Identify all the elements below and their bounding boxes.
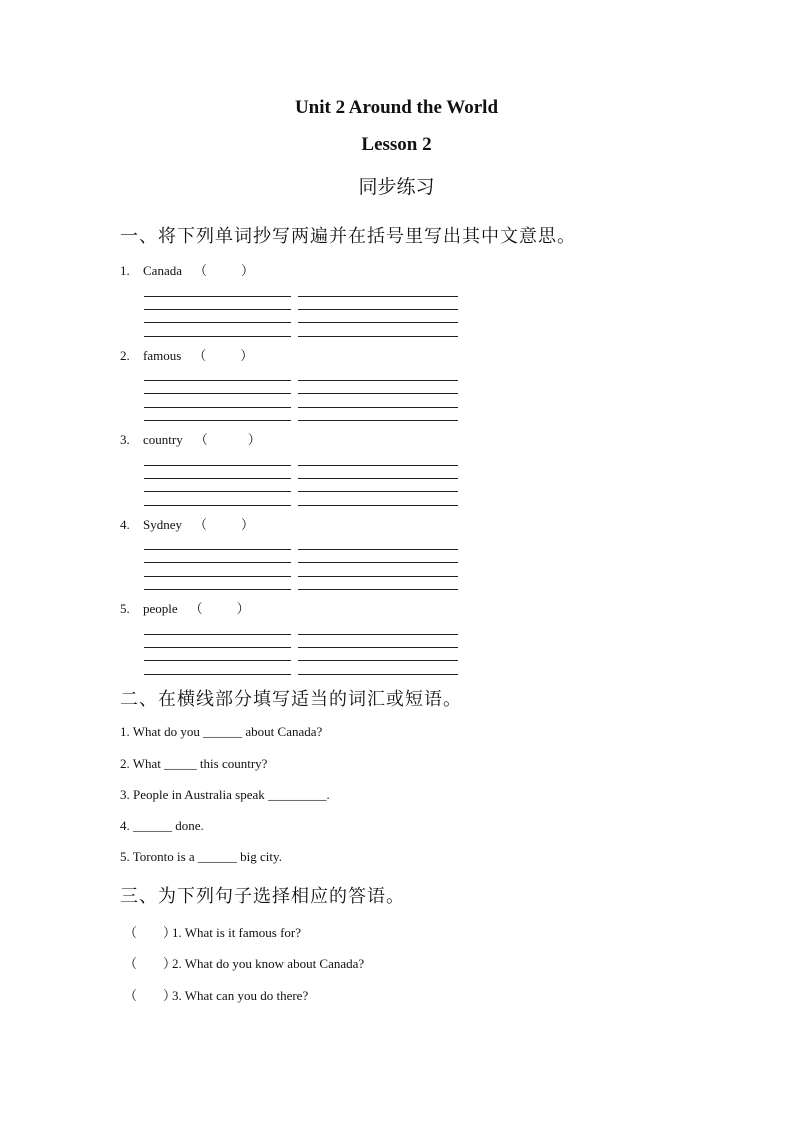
answer-paren-open: （ [193, 348, 207, 363]
section2-heading: 二、在横线部分填写适当的词汇或短语。 [120, 689, 462, 710]
item-word: Sydney [143, 517, 182, 532]
copy-line[interactable] [144, 634, 291, 635]
answer-paren-open: （ [194, 517, 208, 532]
answer-question: 3. What can you do there? [172, 988, 309, 1003]
copy-line[interactable] [144, 491, 291, 492]
answer-question: 1. What is it famous for? [172, 925, 302, 940]
fill-sentence: 2. What _____ this country? [120, 756, 268, 771]
answer-paren-close: ） [240, 348, 254, 363]
copy-line[interactable] [298, 478, 458, 479]
item-word: Canada [143, 263, 182, 278]
item-number: 1. [120, 263, 130, 278]
copy-line[interactable] [298, 322, 458, 323]
answer-paren-open: （ [193, 263, 207, 278]
item-word: people [143, 601, 178, 616]
copy-line[interactable] [144, 309, 291, 310]
copy-line[interactable] [298, 505, 458, 506]
item-number: 3. [120, 432, 130, 447]
answer-item [124, 953, 364, 972]
copy-line[interactable] [144, 549, 291, 550]
item-word: famous [143, 348, 182, 363]
copy-line[interactable] [144, 647, 291, 648]
answer-paren-close: ） [247, 432, 261, 447]
copy-line[interactable] [298, 549, 458, 550]
copy-line[interactable] [144, 660, 291, 661]
copy-line[interactable] [298, 634, 458, 635]
copy-line[interactable] [144, 380, 291, 381]
answer-paren-open: （ [189, 601, 203, 616]
word-item [120, 429, 261, 448]
section1-heading: 一、将下列单词抄写两遍并在括号里写出其中文意思。 [120, 226, 576, 247]
answer-item [124, 985, 308, 1004]
exercise-subtitle: 同步练习 [358, 176, 435, 198]
item-number: 2. [120, 348, 130, 363]
fill-sentence: 5. Toronto is a ______ big city. [120, 849, 282, 864]
item-number: 5. [120, 601, 130, 616]
word-item [120, 345, 253, 364]
copy-line[interactable] [298, 660, 458, 661]
word-item [120, 598, 250, 617]
copy-line[interactable] [298, 336, 458, 337]
copy-line[interactable] [144, 478, 291, 479]
item-word: country [143, 432, 183, 447]
copy-line[interactable] [144, 296, 291, 297]
copy-line[interactable] [298, 674, 458, 675]
fill-sentence: 1. What do you ______ about Canada? [120, 724, 323, 739]
copy-line[interactable] [298, 465, 458, 466]
answer-blank[interactable]: （ ） [124, 988, 177, 1003]
copy-line[interactable] [298, 309, 458, 310]
word-item [120, 260, 254, 279]
copy-line[interactable] [298, 420, 458, 421]
lesson-title: Lesson 2 [361, 134, 432, 155]
copy-line[interactable] [298, 407, 458, 408]
item-number: 4. [120, 517, 130, 532]
copy-line[interactable] [144, 589, 291, 590]
section3-heading: 三、为下列句子选择相应的答语。 [120, 886, 405, 907]
copy-line[interactable] [144, 576, 291, 577]
copy-line[interactable] [144, 465, 291, 466]
answer-paren-close: ） [241, 517, 255, 532]
answer-blank[interactable]: （ ） [124, 956, 177, 971]
copy-line[interactable] [298, 296, 458, 297]
copy-line[interactable] [144, 674, 291, 675]
fill-sentence: 3. People in Australia speak _________. [120, 787, 330, 802]
copy-line[interactable] [144, 336, 291, 337]
answer-paren-close: ） [236, 601, 250, 616]
answer-blank[interactable]: （ ） [124, 925, 177, 940]
answer-item [124, 922, 301, 941]
fill-sentence: 4. ______ done. [120, 818, 204, 833]
answer-paren-close: ） [241, 263, 255, 278]
copy-line[interactable] [298, 380, 458, 381]
copy-line[interactable] [144, 322, 291, 323]
copy-line[interactable] [144, 562, 291, 563]
copy-line[interactable] [298, 647, 458, 648]
answer-question: 2. What do you know about Canada? [172, 956, 365, 971]
copy-line[interactable] [144, 393, 291, 394]
page-title: Unit 2 Around the World [294, 97, 499, 118]
copy-line[interactable] [144, 505, 291, 506]
copy-line[interactable] [144, 420, 291, 421]
copy-line[interactable] [298, 562, 458, 563]
copy-line[interactable] [144, 407, 291, 408]
answer-paren-open: （ [194, 432, 208, 447]
copy-line[interactable] [298, 491, 458, 492]
copy-line[interactable] [298, 393, 458, 394]
word-item [120, 514, 254, 533]
copy-line[interactable] [298, 589, 458, 590]
copy-line[interactable] [298, 576, 458, 577]
